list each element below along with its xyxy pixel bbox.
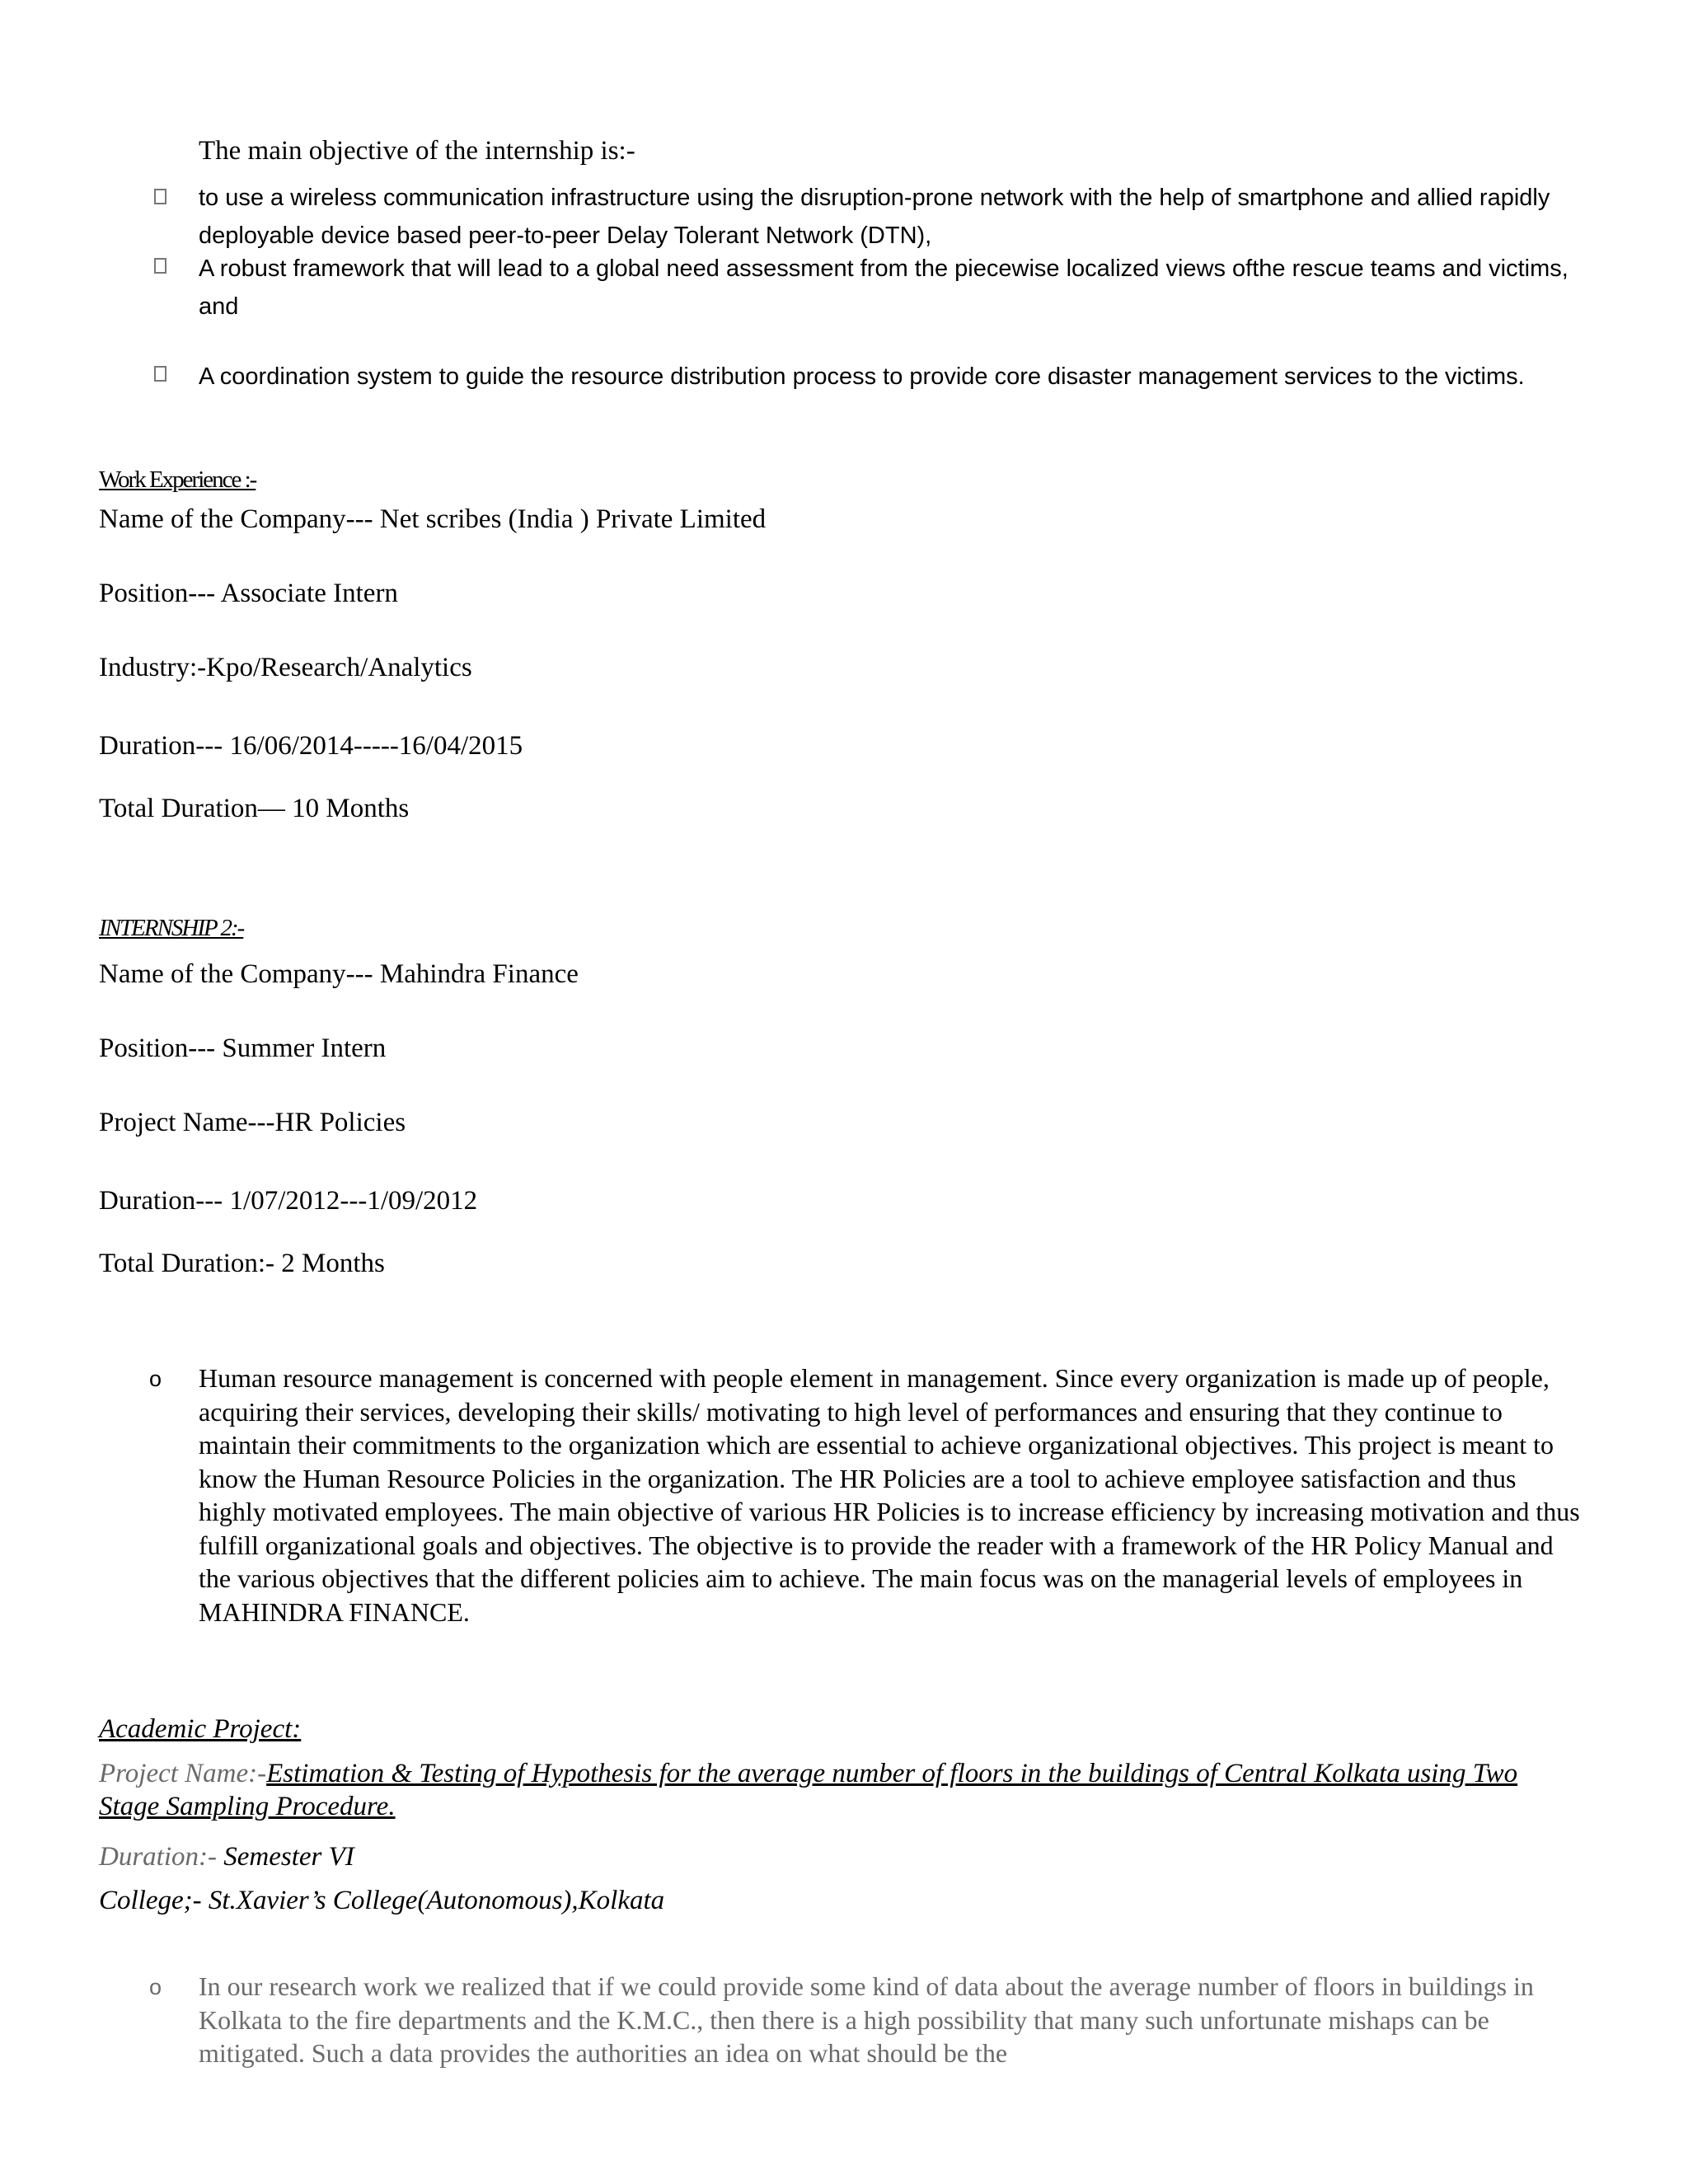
academic-project-heading: Academic Project: <box>99 1714 302 1744</box>
checkbox-bullet-icon <box>154 366 166 382</box>
internship2-position: Position--- Summer Intern <box>99 1033 387 1063</box>
internship2-total-duration: Total Duration:- 2 Months <box>99 1249 385 1278</box>
internship2-project: Project Name---HR Policies <box>99 1108 406 1137</box>
academic-college: College;- St.Xavier’s College(Autonomous),Kolkata <box>99 1886 665 1915</box>
circle-bullet-icon: o <box>149 1975 162 1999</box>
academic-description: In our research work we realized that if we could provide some kind of data about the average number of floors in buildings in Kolkata to the fire departments and the K.M.C., then there is a high possibility that many such unfortunate mishaps can be mitigated. Such a data provides the authorities an idea on what should be the <box>199 1971 1534 2068</box>
academic-project-name-line <box>99 1757 1582 1823</box>
checkbox-bullet-icon <box>154 258 166 274</box>
work-experience-heading: Work Experience :- <box>99 466 256 493</box>
academic-duration-line <box>99 1842 354 1872</box>
checkbox-bullet-icon <box>154 189 166 204</box>
work-position: Position--- Associate Intern <box>99 579 398 608</box>
work-company: Name of the Company--- Net scribes (India ) Private Limited <box>99 504 767 534</box>
work-duration: Duration--- 16/06/2014-----16/04/2015 <box>99 731 523 761</box>
project-name-value: Estimation & Testing of Hypothesis for the average number of floors in the buildings of Central Kolkata using Two Stage Sampling Procedure. <box>99 1759 1518 1821</box>
work-industry: Industry:-Kpo/Research/Analytics <box>99 653 472 682</box>
objective-intro: The main objective of the internship is:- <box>199 136 635 166</box>
objective-bullet-1: to use a wireless communication infrastructure using the disruption-prone network with the help of smartphone and allied rapidly deployable device based peer-to-peer Delay Tolerant Network (DTN), <box>199 185 1550 249</box>
project-name-label: Project Name:- <box>99 1759 267 1788</box>
circle-bullet-icon: o <box>149 1366 162 1391</box>
internship2-heading: INTERNSHIP 2:- <box>99 915 244 941</box>
internship2-duration: Duration--- 1/07/2012---1/09/2012 <box>99 1186 478 1216</box>
duration-label: Duration:- <box>99 1842 217 1872</box>
internship2-company: Name of the Company--- Mahindra Finance <box>99 959 579 989</box>
objective-bullet-2: A robust framework that will lead to a global need assessment from the piecewise localized views ofthe rescue teams and victims, and <box>199 255 1568 320</box>
duration-value: Semester VI <box>223 1842 354 1872</box>
work-total-duration: Total Duration— 10 Months <box>99 794 410 823</box>
objective-bullet-3: A coordination system to guide the resource distribution process to provide core disaster management services to the victims. <box>199 363 1525 390</box>
internship2-description: Human resource management is concerned with people element in management. Since every organization is made up of people, acquiring their services, developing their skills/ motivating to high level of performances and ensuring that they continue to maintain their commitments to the organization which are essential to achieve organizational objectives. This project is meant to know the Human Resource Policies in the organization. The HR Policies are a tool to achieve employee satisfaction and thus highly motivated employees. The main objective of various HR Policies is to increase efficiency by increasing motivation and thus fulfill organizational goals and objectives. The objective is to provide the reader with a framework of the HR Policy Manual and the various objectives that the different policies aim to achieve. The main focus was on the managerial levels of employees in MAHINDRA FINANCE. <box>199 1363 1580 1627</box>
